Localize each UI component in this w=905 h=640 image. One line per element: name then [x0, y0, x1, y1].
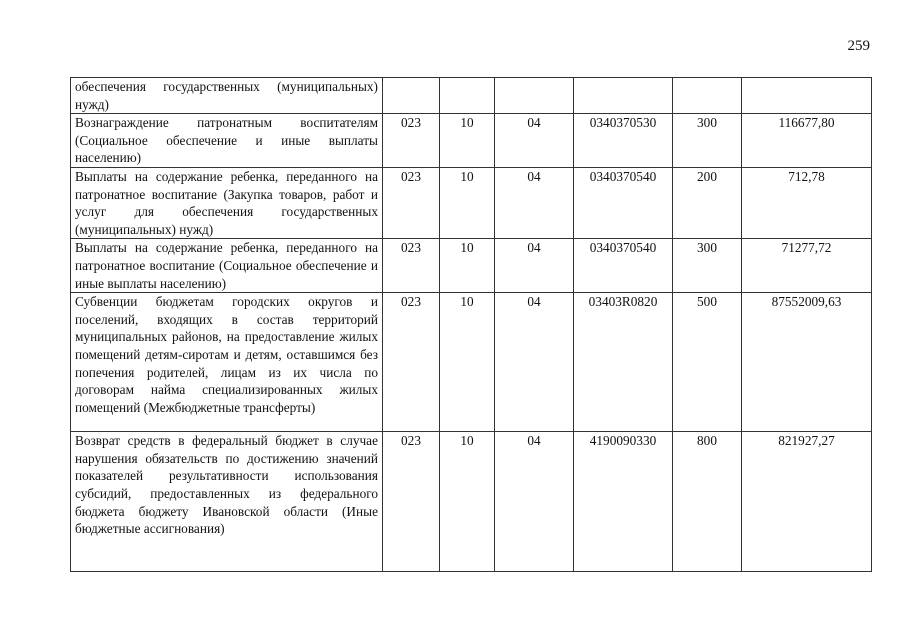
amount-cell: 821927,27	[742, 432, 872, 572]
section-code-cell: 10	[440, 167, 495, 238]
row-description: обеспечения государственных (муниципальных) нужд)	[71, 78, 383, 114]
ministry-code-cell: 023	[383, 432, 440, 572]
table-row	[71, 432, 872, 572]
table-row	[71, 293, 872, 432]
table-row	[71, 78, 872, 114]
row-description: Выплаты на содержание ребенка, переданного на патронатное воспитание (Социальное обеспечение и иные выплаты населению)	[71, 239, 383, 293]
table-row	[71, 114, 872, 168]
amount-cell: 712,78	[742, 167, 872, 238]
section-code-cell: 10	[440, 239, 495, 293]
subsection-code-cell: 04	[495, 239, 574, 293]
section-code-cell: 10	[440, 114, 495, 168]
amount-cell	[742, 78, 872, 114]
amount-cell: 116677,80	[742, 114, 872, 168]
expense-type-cell: 300	[673, 114, 742, 168]
subsection-code-cell	[495, 78, 574, 114]
section-code-cell: 10	[440, 293, 495, 432]
page-number: 259	[847, 38, 870, 54]
row-description: Выплаты на содержание ребенка, переданного на патронатное воспитание (Закупка товаров, работ и услуг для обеспечения государственных (муниципальных) нужд)	[71, 167, 383, 238]
subsection-code-cell: 04	[495, 432, 574, 572]
subsection-code-cell: 04	[495, 114, 574, 168]
amount-cell: 71277,72	[742, 239, 872, 293]
budget-table	[70, 77, 872, 572]
ministry-code-cell: 023	[383, 293, 440, 432]
target-article-cell: 0340370540	[574, 167, 673, 238]
ministry-code-cell	[383, 78, 440, 114]
subsection-code-cell: 04	[495, 167, 574, 238]
target-article-cell	[574, 78, 673, 114]
ministry-code-cell: 023	[383, 167, 440, 238]
table-row	[71, 167, 872, 238]
expense-type-cell: 300	[673, 239, 742, 293]
expense-type-cell	[673, 78, 742, 114]
target-article-cell: 03403R0820	[574, 293, 673, 432]
table-row	[71, 239, 872, 293]
row-description: Возврат средств в федеральный бюджет в случае нарушения обязательств по достижению значений показателей результативности использования субсидий, предоставленных из федерального бюджета бюджету Ивановской области (Иные бюджетные ассигнования)	[71, 432, 383, 572]
amount-cell: 87552009,63	[742, 293, 872, 432]
expense-type-cell: 500	[673, 293, 742, 432]
row-description: Вознаграждение патронатным воспитателям (Социальное обеспечение и иные выплаты населению)	[71, 114, 383, 168]
expense-type-cell: 800	[673, 432, 742, 572]
target-article-cell: 0340370540	[574, 239, 673, 293]
ministry-code-cell: 023	[383, 114, 440, 168]
ministry-code-cell: 023	[383, 239, 440, 293]
row-description: Субвенции бюджетам городских округов и поселений, входящих в состав территорий муниципальных районов, на предоставление жилых помещений детям-сиротам и детям, оставшимся без попечения родителей, лицам из их числа по договорам найма специализированных жилых помещений (Межбюджетные трансферты)	[71, 293, 383, 432]
section-code-cell	[440, 78, 495, 114]
section-code-cell: 10	[440, 432, 495, 572]
target-article-cell: 4190090330	[574, 432, 673, 572]
expense-type-cell: 200	[673, 167, 742, 238]
target-article-cell: 0340370530	[574, 114, 673, 168]
subsection-code-cell: 04	[495, 293, 574, 432]
